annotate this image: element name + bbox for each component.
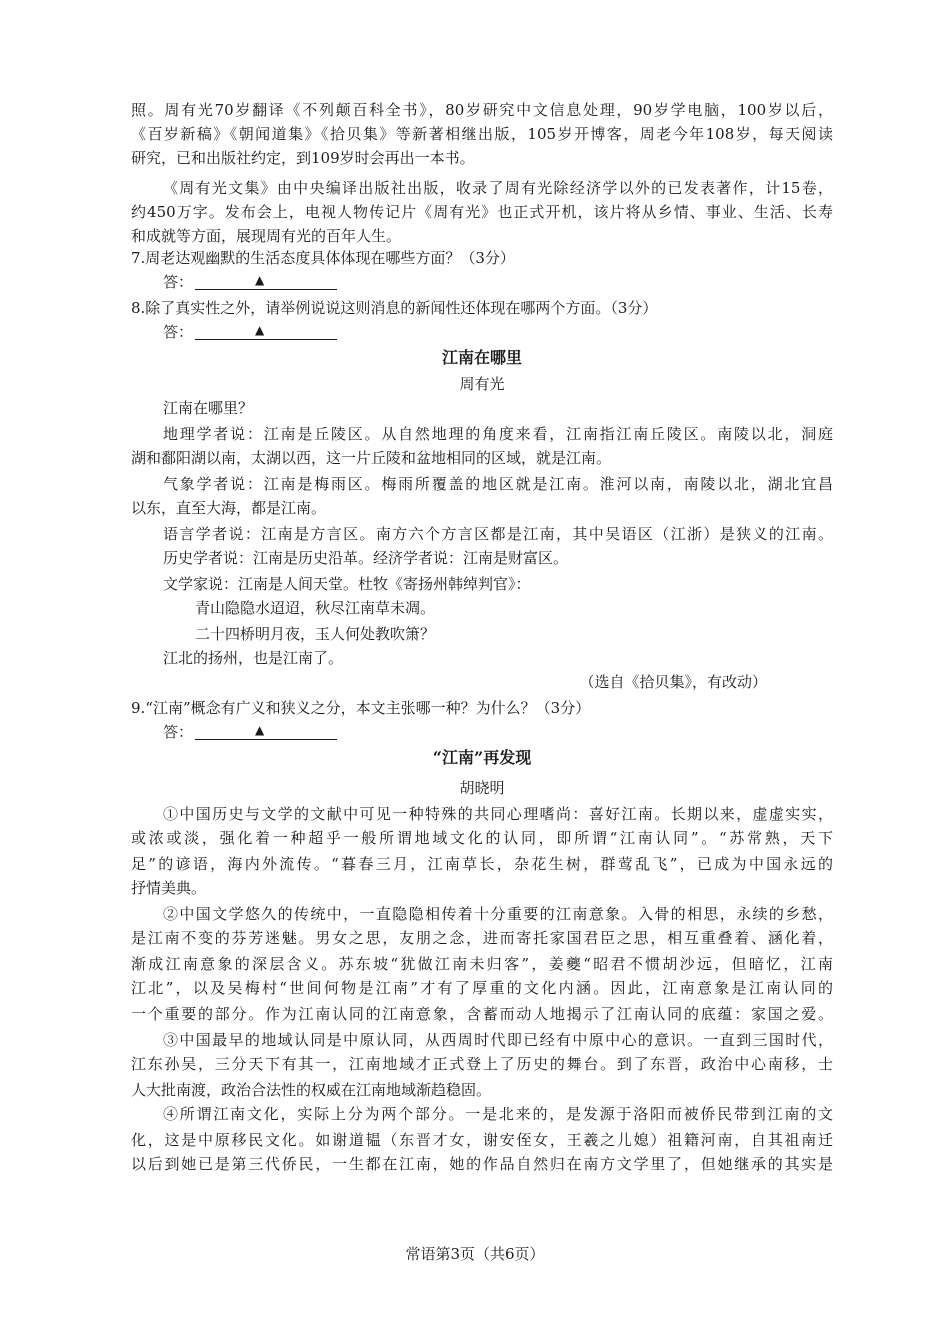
question-7: 7.周老达观幽默的生活态度具体体现在哪些方面？（3分） bbox=[131, 249, 515, 267]
answer-blank[interactable] bbox=[195, 273, 337, 290]
question-9: 9.“江南”概念有广义和狭义之分，本文主张哪一种？为什么？（3分） bbox=[131, 699, 591, 717]
article-line: 渐成江南意象的深层含义。苏东坡“犹做江南未归客”，姜夔“昭君不惯胡沙远，但暗忆，江南 bbox=[131, 955, 833, 973]
body-text-line: 和成就等方面，展现周有光的百年人生。 bbox=[131, 227, 402, 245]
article-line: 一个重要的部分。作为江南认同的江南意象，含蓄而动人地揭示了江南认同的底蕴：家国之爱。 bbox=[131, 1005, 833, 1023]
article-author: 周有光 bbox=[459, 375, 505, 393]
article-title: “江南”再发现 bbox=[432, 748, 532, 767]
answer-line-7[interactable] bbox=[163, 270, 337, 294]
body-text-line: 《百岁新稿》《朝闻道集》《拾贝集》等新著相继出版，105岁开博客，周老今年108岁，每天阅读 bbox=[131, 125, 833, 143]
article-line: 抒情美典。 bbox=[131, 879, 207, 897]
article-line: 化，这是中原移民文化。如谢道韫（东晋才女，谢安侄女，王羲之儿媳）祖籍河南，自其祖南迁 bbox=[131, 1131, 833, 1149]
article-line: 江北的扬州，也是江南了。 bbox=[163, 649, 344, 667]
article-source: （选自《拾贝集》，有改动） bbox=[579, 673, 767, 691]
article-line: 气象学者说：江南是梅雨区。梅雨所覆盖的地区就是江南。淮河以南，南陵以北，湖北宜昌 bbox=[163, 475, 833, 493]
article-line: 江东孙吴，三分天下有其一，江南地域才正式登上了历史的舞台。到了东晋，政治中心南移，士 bbox=[131, 1055, 833, 1073]
article-line: 足”的谚语，海内外流传。“暮春三月，江南草长，杂花生树，群莺乱飞”，已成为中国永远的 bbox=[131, 855, 833, 873]
article-line: 以东，直至大海，都是江南。 bbox=[131, 499, 327, 517]
answer-blank[interactable] bbox=[195, 323, 337, 340]
answer-label: 答： bbox=[163, 273, 194, 291]
question-8: 8.除了真实性之外，请举例说说这则消息的新闻性还体现在哪两个方面。（3分） bbox=[131, 299, 658, 317]
article-line: ③中国最早的地域认同是中原认同，从西周时代即已经有中原中心的意识。一直到三国时代， bbox=[163, 1031, 833, 1049]
article-line: 历史学者说：江南是历史沿革。经济学者说：江南是财富区。 bbox=[163, 549, 569, 567]
article-line: 文学家说：江南是人间天堂。杜牧《寄扬州韩绰判官》： bbox=[163, 575, 531, 593]
answer-blank[interactable] bbox=[195, 723, 337, 740]
article-line: 是江南不变的芬芳迷魅。男女之思，友朋之念，进而寄托家国君臣之思，相互重叠着、涵化着， bbox=[131, 929, 833, 947]
answer-line-9[interactable] bbox=[163, 720, 337, 744]
body-text-line: 照。周有光70岁翻译《不列颠百科全书》，80岁研究中文信息处理，90岁学电脑，100岁以后， bbox=[131, 101, 833, 119]
answer-label: 答： bbox=[163, 323, 194, 341]
article-line: 以后到她已是第三代侨民，一生都在江南，她的作品自然归在南方文学里了，但她继承的其实是 bbox=[131, 1155, 833, 1173]
article-line: 人大批南渡，政治合法性的权威在江南地域渐趋稳固。 bbox=[131, 1081, 492, 1099]
body-text-line: 研究，已和出版社约定，到109岁时会再出一本书。 bbox=[131, 149, 475, 167]
article-line: 江北”，以及吴梅村“世间何物是江南”才有了厚重的文化内涵。因此，江南意象是江南认同的 bbox=[131, 979, 833, 997]
article-line: ②中国文学悠久的传统中，一直隐隐相传着十分重要的江南意象。入骨的相思，永续的乡愁， bbox=[163, 905, 833, 923]
page-footer: 常语第3页（共6页） bbox=[405, 1245, 545, 1263]
poem-line: 二十四桥明月夜，玉人何处教吹箫？ bbox=[195, 625, 436, 643]
article-line: 湖和鄱阳湖以南，太湖以西，这一片丘陵和盆地相同的区域，就是江南。 bbox=[131, 449, 612, 467]
article-line: 语言学者说：江南是方言区。南方六个方言区都是江南，其中吴语区（江浙）是狭义的江南。 bbox=[163, 525, 833, 543]
poem-line: 青山隐隐水迢迢，秋尽江南草未凋。 bbox=[195, 599, 436, 617]
body-text-line: 《周有光文集》由中央编译出版社出版，收录了周有光除经济学以外的已发表著作，计15卷， bbox=[163, 179, 833, 197]
article-line: 江南在哪里？ bbox=[163, 399, 254, 417]
article-author: 胡晓明 bbox=[459, 779, 505, 797]
article-line: ④所谓江南文化，实际上分为两个部分。一是北来的，是发源于洛阳而被侨民带到江南的文 bbox=[163, 1105, 833, 1123]
triangle-marker-icon: ▲ bbox=[255, 273, 265, 287]
body-text-line: 约450万字。发布会上，电视人物传记片《周有光》也正式开机，该片将从乡情、事业、生活、长寿 bbox=[131, 203, 833, 221]
answer-line-8[interactable] bbox=[163, 320, 337, 344]
triangle-marker-icon: ▲ bbox=[255, 723, 265, 737]
triangle-marker-icon: ▲ bbox=[255, 323, 265, 337]
article-line: 地理学者说：江南是丘陵区。从自然地理的角度来看，江南指江南丘陵区。南陵以北，洞庭 bbox=[163, 425, 833, 443]
article-title: 江南在哪里 bbox=[441, 348, 522, 367]
article-line: ①中国历史与文学的文献中可见一种特殊的共同心理嗜尚：喜好江南。长期以来，虚虚实实， bbox=[163, 805, 833, 823]
answer-label: 答： bbox=[163, 723, 194, 741]
article-line: 或浓或淡，强化着一种超乎一般所谓地域文化的认同，即所谓“江南认同”。“苏常熟，天下 bbox=[131, 829, 833, 847]
